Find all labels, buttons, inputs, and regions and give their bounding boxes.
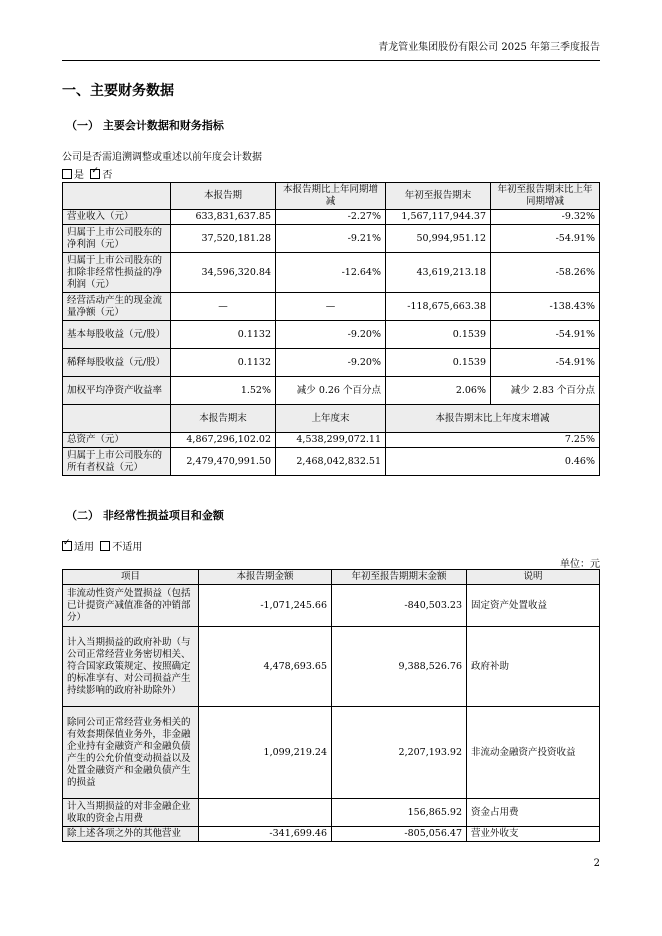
column-header: 本报告期金额	[199, 570, 332, 585]
section-title: 一、主要财务数据	[62, 83, 174, 99]
table-cell: 0.1132	[171, 349, 276, 377]
table-cell	[199, 799, 332, 827]
table-row	[63, 321, 600, 349]
table-row	[63, 225, 600, 253]
table-cell: -9.20%	[276, 321, 386, 349]
table-cell: 4,867,296,102.02	[171, 433, 276, 448]
table-cell: 2.06%	[386, 377, 491, 405]
table-cell: 政府补助	[467, 627, 600, 707]
column-header: 本报告期末	[171, 405, 276, 433]
table-row	[63, 707, 600, 799]
table-cell: 0.1539	[386, 349, 491, 377]
table-cell: —	[171, 293, 276, 321]
table-row	[63, 799, 600, 827]
row-label: 非流动性资产处置损益（包括已计提资产减值准备的冲销部分）	[63, 585, 199, 627]
table-cell: 43,619,213.18	[386, 253, 491, 293]
column-header	[63, 183, 171, 210]
page-number: 2	[593, 858, 600, 869]
table-cell: -54.91%	[491, 349, 600, 377]
table-cell: -341,699.46	[199, 827, 332, 842]
table-cell: 非流动金融资产投资收益	[467, 707, 600, 799]
subsection-title-1: （一） 主要会计数据和财务指标	[66, 119, 224, 132]
table-cell: 0.1132	[171, 321, 276, 349]
column-header	[63, 405, 171, 433]
page-header: 青龙管业集团股份有限公司 2025 年第三季度报告	[62, 40, 600, 61]
checkbox-checked-icon	[90, 169, 100, 179]
not-applicable-label: 不适用	[112, 542, 143, 553]
checkbox-unchecked-icon	[62, 169, 72, 179]
restate-yes: 是	[74, 170, 84, 181]
table-cell: 34,596,320.84	[171, 253, 276, 293]
table-cell: -138.43%	[491, 293, 600, 321]
table-cell: -840,503.23	[332, 585, 467, 627]
subsection-title-2: （二） 非经常性损益项目和金额	[66, 509, 224, 522]
table-cell: 0.1539	[386, 321, 491, 349]
table-cell: 营业外收支	[467, 827, 600, 842]
table-row	[63, 627, 600, 707]
table-cell: 1,099,219.24	[199, 707, 332, 799]
table-row	[63, 293, 600, 321]
table-row	[63, 253, 600, 293]
table-row	[63, 448, 600, 476]
table-cell: 4,478,693.65	[199, 627, 332, 707]
checkbox-unchecked-icon	[100, 541, 110, 551]
table-cell: 2,479,470,991.50	[171, 448, 276, 476]
column-header: 本报告期	[171, 183, 276, 210]
table-row	[63, 827, 600, 842]
restate-no: 否	[102, 170, 113, 181]
table-cell: 固定资产处置收益	[467, 585, 600, 627]
row-label: 总资产（元）	[63, 433, 171, 448]
table-cell: 减少 2.83 个百分点	[491, 377, 600, 405]
table-cell: -12.64%	[276, 253, 386, 293]
column-header: 上年度末	[276, 405, 386, 433]
table-cell: -2.27%	[276, 210, 386, 225]
table-row	[63, 349, 600, 377]
header-row	[63, 183, 600, 210]
table-cell: 1,567,117,944.37	[386, 210, 491, 225]
table-row	[63, 377, 600, 405]
table-cell: 0.46%	[386, 448, 600, 476]
header-row	[63, 405, 600, 433]
row-label: 归属于上市公司股东的所有者权益（元）	[63, 448, 171, 476]
column-header: 年初至报告期末	[386, 183, 491, 210]
table-cell: -58.26%	[491, 253, 600, 293]
non-recurring-table	[62, 569, 600, 842]
column-header: 说明	[467, 570, 600, 585]
table-row	[63, 433, 600, 448]
table-cell: 资金占用费	[467, 799, 600, 827]
column-header: 本报告期末比上年度末增减	[386, 405, 600, 433]
checkbox-checked-icon	[62, 541, 72, 551]
table-cell: -9.20%	[276, 349, 386, 377]
row-label: 归属于上市公司股东的扣除非经常性损益的净利润（元）	[63, 253, 171, 293]
row-label: 营业收入（元）	[63, 210, 171, 225]
unit-label: 单位：元	[560, 559, 600, 570]
table-cell: 7.25%	[386, 433, 600, 448]
table-cell: 9,388,526.76	[332, 627, 467, 707]
table-cell: 156,865.92	[332, 799, 467, 827]
restate-question: 公司是否需追溯调整或重述以前年度会计数据	[62, 152, 262, 163]
table-cell: -54.91%	[491, 225, 600, 253]
applicable-label: 适用	[74, 542, 94, 553]
table-row	[63, 585, 600, 627]
table-cell: 2,207,193.92	[332, 707, 467, 799]
key-financial-table	[62, 182, 600, 476]
table-cell: -54.91%	[491, 321, 600, 349]
table-cell: -118,675,663.38	[386, 293, 491, 321]
row-label: 归属于上市公司股东的净利润（元）	[63, 225, 171, 253]
applicable-options	[62, 538, 142, 553]
table-cell: -9.21%	[276, 225, 386, 253]
table-cell: 2,468,042,832.51	[276, 448, 386, 476]
row-label: 加权平均净资产收益率	[63, 377, 171, 405]
table-cell: -805,056.47	[332, 827, 467, 842]
row-label: 经营活动产生的现金流量净额（元）	[63, 293, 171, 321]
column-header: 年初至报告期末比上年同期增减	[491, 183, 600, 210]
column-header: 项目	[63, 570, 199, 585]
table-cell: 4,538,299,072.11	[276, 433, 386, 448]
table-cell: 1.52%	[171, 377, 276, 405]
table-cell: 减少 0.26 个百分点	[276, 377, 386, 405]
table-cell: -1,071,245.66	[199, 585, 332, 627]
header-row	[63, 570, 600, 585]
table-cell: 37,520,181.28	[171, 225, 276, 253]
row-label: 除上述各项之外的其他营业	[63, 827, 199, 842]
table-cell: —	[276, 293, 386, 321]
column-header: 年初至报告期期末金额	[332, 570, 467, 585]
table-cell: 633,831,637.85	[171, 210, 276, 225]
table-cell: -9.32%	[491, 210, 600, 225]
table-cell: 50,994,951.12	[386, 225, 491, 253]
row-label: 计入当期损益的政府补助（与公司正常经营业务密切相关、符合国家政策规定、按照确定的标准享有、对公司损益产生持续影响的政府补助除外）	[63, 627, 199, 707]
restate-options	[62, 166, 112, 181]
column-header: 本报告期比上年同期增减	[276, 183, 386, 210]
row-label: 除同公司正常经营业务相关的有效套期保值业务外，非金融企业持有金融资产和金融负债产生的公允价值变动损益以及处置金融资产和金融负债产生的损益	[63, 707, 199, 799]
row-label: 计入当期损益的对非金融企业收取的资金占用费	[63, 799, 199, 827]
table-row	[63, 210, 600, 225]
row-label: 稀释每股收益（元/股）	[63, 349, 171, 377]
row-label: 基本每股收益（元/股）	[63, 321, 171, 349]
